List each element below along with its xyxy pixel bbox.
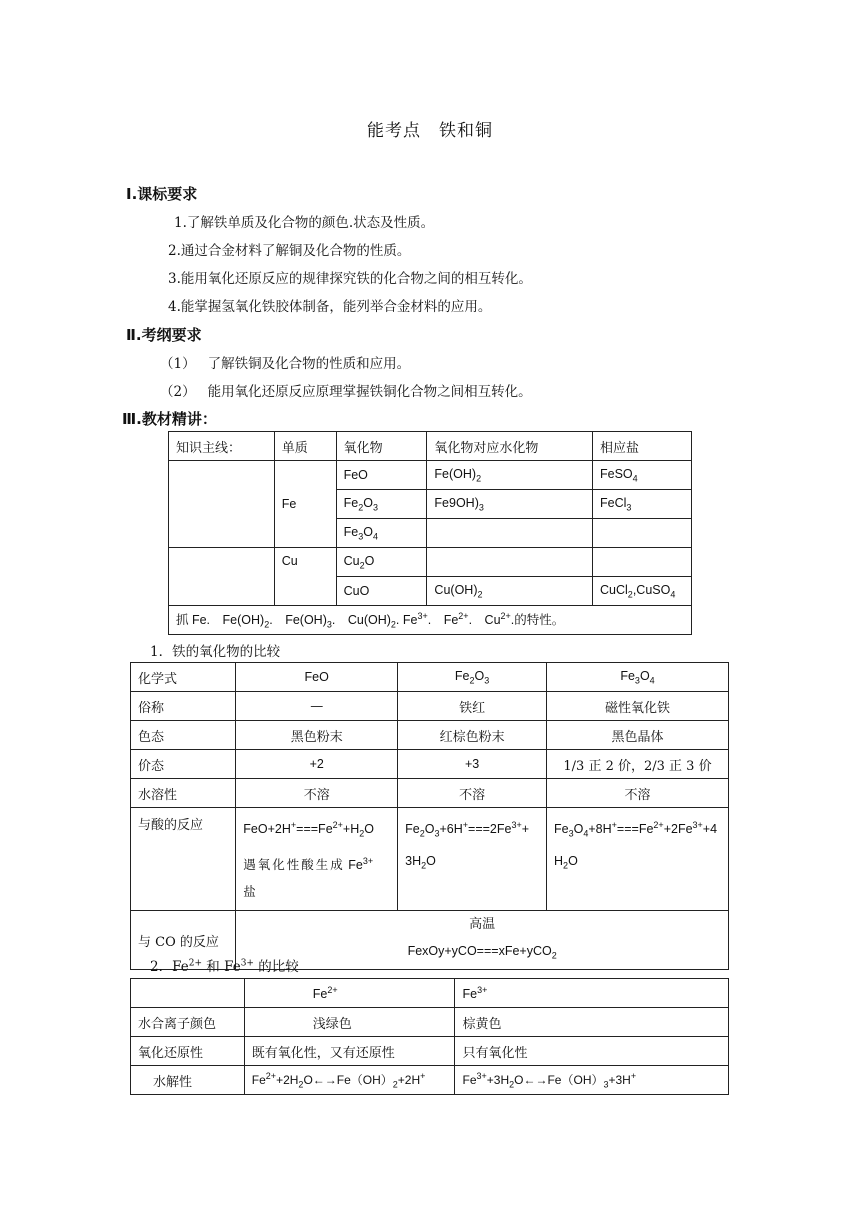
ion-color-fe3: 棕黄色: [455, 1008, 729, 1037]
empty-cell: [427, 519, 593, 548]
acid-note: 遇氧化性酸生成: [243, 857, 345, 872]
sec1-item-4: 4.能掌握氢氧化铁胶体制备，能列举合金材料的应用。: [168, 299, 492, 315]
knowledge-footer: 抓 Fe. $Fe(OH)_2$. $Fe(OH)_3$. $Cu(OH)_2$. $Fe^{3+}$. $Fe^{2+}$. $Cu^{2+}$.的特性。: [169, 606, 692, 635]
page-title: 能考点 铁和铜: [367, 121, 493, 141]
row-label-hydrolysis: 水解性: [131, 1066, 245, 1095]
salt-feso4: FeSO$_4$: [593, 461, 692, 490]
color-feo: 黑色粉末: [236, 721, 398, 750]
salt-cucl2-cuso4: CuCl$_2$,CuSO$_4$: [593, 577, 692, 606]
header-oxide: 氧化物: [336, 432, 427, 461]
oxide-cu2o: $Cu_2O$: [336, 548, 427, 577]
oxide-fe2o3: $Fe_2O_3$: [336, 490, 427, 519]
section-1-heading: Ⅰ.课标要求: [126, 185, 198, 203]
section-3-heading: Ⅲ.教材精讲：: [122, 410, 217, 428]
co-reaction: [236, 910, 729, 970]
common-fe2o3: 铁红: [398, 692, 547, 721]
row-label-color: 色态: [131, 721, 236, 750]
row-label-valence: 价态: [131, 750, 236, 779]
empty-cell: [593, 548, 692, 577]
header-fe3: $Fe^{3+}$: [455, 979, 729, 1008]
empty-header-cell: [131, 979, 245, 1008]
empty-cell: [427, 548, 593, 577]
hydrolysis-fe2: $Fe^{2+}+2H_2O\leftarrow\to Fe(OH)_2+2H^+$: [244, 1066, 455, 1095]
row-label-acid: 与酸的反应: [131, 808, 236, 911]
acid-fe2o3: $Fe_2O_3+6H^+===2Fe^{3+}+$ $3H_2O$: [398, 808, 547, 911]
oxide-feo: FeO: [336, 461, 427, 490]
part1-title: 1．铁的氧化物的比较: [150, 644, 281, 660]
redox-fe2: 既有氧化性，又有还原性: [244, 1037, 455, 1066]
common-fe3o4: 磁性氧化铁: [547, 692, 729, 721]
row-label-solubility: 水溶性: [131, 779, 236, 808]
hydroxide-fe9oh3: $Fe9OH)_3$: [427, 490, 593, 519]
sec2-item-1-num: （1）: [160, 356, 196, 372]
oxide-fe3o4: $Fe_3O_4$: [336, 519, 427, 548]
formula-fe2o3: $Fe_2O_3$: [398, 663, 547, 692]
sec1-item-3: 3.能用氧化还原反应的规律探究铁的化合物之间的相互转化。: [168, 271, 532, 287]
header-hydroxide: 氧化物对应水化物: [427, 432, 593, 461]
sec1-item-1: 1.了解铁单质及化合物的颜色.状态及性质。: [174, 215, 435, 231]
co-equation: FexOy+yCO===xFe+yCO$_2$: [407, 943, 557, 961]
salt-fecl3: FeCl$_3$: [593, 490, 692, 519]
color-fe3o4: 黑色晶体: [547, 721, 729, 750]
sec2-item-2-num: （2）: [160, 384, 196, 400]
sec2-item-2-text: 能用氧化还原反应原理掌握铁铜化合物之间相互转化。: [207, 384, 532, 400]
part2-title: 2．$Fe^{2+}$ 和 $Fe^{3+}$ 的比较: [150, 958, 299, 975]
solubility-fe2o3: 不溶: [398, 779, 547, 808]
redox-fe3: 只有氧化性: [455, 1037, 729, 1066]
valence-fe2o3: +3: [398, 750, 547, 779]
acid-fe3o4: $Fe_3O_4+8H^+===Fe^{2+}+2Fe^{3+}+4$ $H_2O$: [547, 808, 729, 911]
fe-group-cell: [169, 461, 275, 548]
cu-group-cell: [169, 548, 275, 606]
row-label-common-name: 俗称: [131, 692, 236, 721]
header-fe2: $Fe^{2+}$: [244, 979, 455, 1008]
common-feo: —: [236, 692, 398, 721]
sec2-item-1-text: 了解铁铜及化合物的性质和应用。: [207, 356, 411, 372]
row-label-formula: 化学式: [131, 663, 236, 692]
part2-title-pre: 2．Fe: [150, 959, 189, 975]
header-knowledge-line: 知识主线：: [169, 432, 275, 461]
empty-cell: [593, 519, 692, 548]
fe-element: Fe: [274, 461, 336, 548]
section-2-heading: Ⅱ.考纲要求: [126, 326, 202, 344]
part2-title-post: 的比较: [253, 959, 299, 975]
row-label-co: 与 CO 的反应: [131, 910, 236, 970]
sec2-item-1: [160, 352, 410, 372]
fe-ion-table: [130, 978, 729, 1095]
solubility-feo: 不溶: [236, 779, 398, 808]
formula-fe3o4: $Fe_3O_4$: [547, 663, 729, 692]
solubility-fe3o4: 不溶: [547, 779, 729, 808]
co-condition: 高温: [469, 916, 496, 932]
sec1-item-2: 2.通过合金材料了解铜及化合物的性质。: [168, 243, 411, 259]
row-label-redox: 氧化还原性: [131, 1037, 245, 1066]
valence-feo: +2: [236, 750, 398, 779]
valence-fe3o4: 1/3 正 2 价，2/3 正 3 价: [547, 750, 729, 779]
acid-feo: $FeO+2H^+===Fe^{2+}+H_2O$ 遇氧化性酸生成 $Fe^{3+}$ 盐: [236, 808, 398, 911]
color-fe2o3: 红棕色粉末: [398, 721, 547, 750]
hydroxide-feoh2: $Fe(OH)_2$: [427, 461, 593, 490]
header-element: 单质: [274, 432, 336, 461]
sec2-item-2: [160, 380, 532, 400]
knowledge-table: [168, 431, 692, 635]
part2-title-mid: 和 Fe: [202, 959, 241, 975]
oxide-cuo: CuO: [336, 577, 427, 606]
hydrolysis-fe3: $Fe^{3+}+3H_2O\leftarrow\to Fe(OH)_3+3H^+$: [455, 1066, 729, 1095]
hydroxide-cuoh2: $Cu(OH)_2$: [427, 577, 593, 606]
cu-element: Cu: [274, 548, 336, 606]
formula-feo: FeO: [236, 663, 398, 692]
ion-color-fe2: 浅绿色: [244, 1008, 455, 1037]
iron-oxide-table: [130, 662, 729, 970]
row-label-ion-color: 水合离子颜色: [131, 1008, 245, 1037]
header-salt: 相应盐: [593, 432, 692, 461]
acid-note-end: 盐: [243, 884, 256, 899]
